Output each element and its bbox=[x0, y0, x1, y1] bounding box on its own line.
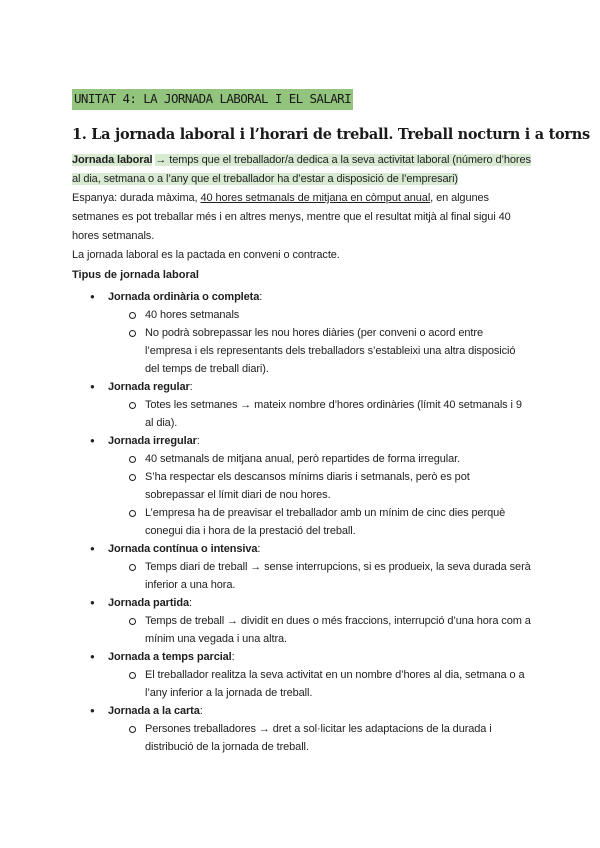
intro-block bbox=[72, 151, 532, 265]
type-details bbox=[108, 558, 532, 594]
type-name: Jornada irregular bbox=[108, 435, 197, 447]
spain-suffix: , en algunes setmanes es pot treballar més i en altres menys, mentre que el resultat mitjà al final sigui 40 hores setmanals. bbox=[72, 192, 511, 242]
types-list bbox=[72, 288, 532, 756]
type-name: Jornada partida bbox=[108, 597, 190, 609]
type-item: ● Jornada ordinària o completa: 40 hores setmanals No podrà sobrepassar les nou hores diàries (per conveni o acord entre l’empresa i els representants dels treballadors s’estableixi una altra disposició del temps de treball diari). bbox=[72, 288, 532, 378]
type-details bbox=[108, 306, 532, 378]
type-detail-item: Temps diari de treball → sense interrupcions, si es produeix, la seva durada serà inferior a una hora. bbox=[108, 558, 532, 594]
type-detail-item: L’empresa ha de preavisar el treballador amb un mínim de cinc dies perquè conegui dia i hora de la prestació del treball. bbox=[108, 504, 532, 540]
type-item: ● Jornada partida: Temps de treball → dividit en dues o més fraccions, interrupció d’una hora com a mínim una vegada i una altra. bbox=[72, 594, 532, 648]
type-details bbox=[108, 666, 532, 702]
type-details bbox=[108, 396, 532, 432]
spain-paragraph bbox=[72, 189, 532, 246]
type-detail-item: Totes les setmanes → mateix nombre d’hores ordinàries (límit 40 setmanals i 9 al dia). bbox=[108, 396, 532, 432]
definition-paragraph bbox=[72, 151, 532, 189]
type-detail-item: Persones treballadores → dret a sol·licitar les adaptacions de la durada i distribució de la jornada de treball. bbox=[108, 720, 532, 756]
type-details bbox=[108, 612, 532, 648]
type-details bbox=[108, 450, 532, 540]
definition-text: → temps que el treballador/a dedica a la seva activitat laboral (número d’hores al dia, setmana o a l’any que el treballador ha d’estar a disposició de l’empresari) bbox=[72, 154, 531, 185]
type-detail-item: No podrà sobrepassar les nou hores diàries (per conveni o acord entre l’empresa i els representants dels treballadors s’estableixi una altra disposició del temps de treball diari). bbox=[108, 324, 532, 378]
type-detail-item: 40 hores setmanals bbox=[108, 306, 532, 324]
type-item: ● Jornada irregular: 40 setmanals de mitjana anual, però repartides de forma irregular. S’ha respectar els descansos mínims diaris i setmanals, però es pot sobrepassar el límit diari de nou hores. L’empresa ha de preavisar el treballador amb un mínim de cinc dies perquè conegui dia i hora de la prestació del treball. bbox=[72, 432, 532, 540]
type-item: ● Jornada a temps parcial: El treballador realitza la seva activitat en un nombre d’hores al dia, setmana o a l’any inferior a la jornada de treball. bbox=[72, 648, 532, 702]
types-heading: Tipus de jornada laboral bbox=[72, 269, 199, 281]
type-name: Jornada contínua o intensiva bbox=[108, 543, 258, 555]
type-name: Jornada ordinària o completa bbox=[108, 291, 260, 303]
term-jornada-laboral: Jornada laboral bbox=[72, 154, 153, 166]
type-item: ● Jornada contínua o intensiva: Temps diari de treball → sense interrupcions, si es produeix, la seva durada serà inferior a una hora. bbox=[72, 540, 532, 594]
type-item: ● Jornada regular: Totes les setmanes → mateix nombre d’hores ordinàries (límit 40 setmanals i 9 al dia). bbox=[72, 378, 532, 432]
type-name: Jornada a la carta bbox=[108, 705, 200, 717]
type-details bbox=[108, 720, 532, 756]
type-detail-item: Temps de treball → dividit en dues o més fraccions, interrupció d’una hora com a mínim una vegada i una altra. bbox=[108, 612, 532, 648]
type-name: Jornada a temps parcial bbox=[108, 651, 232, 663]
type-item: ● Jornada a la carta: Persones treballadores → dret a sol·licitar les adaptacions de la durada i distribució de la jornada de treball. bbox=[72, 702, 532, 756]
unit-title: UNITAT 4: LA JORNADA LABORAL I EL SALARI bbox=[72, 89, 353, 110]
section-heading: 1. La jornada laboral i l’horari de treball. Treball nocturn i a torns bbox=[72, 126, 590, 143]
spain-underlined: 40 hores setmanals de mitjana en còmput anual bbox=[200, 192, 431, 204]
type-detail-item: 40 setmanals de mitjana anual, però repartides de forma irregular. bbox=[108, 450, 532, 468]
pacted-paragraph: La jornada laboral es la pactada en conveni o contracte. bbox=[72, 249, 340, 261]
spain-prefix: Espanya: durada màxima, bbox=[72, 192, 198, 204]
type-detail-item: El treballador realitza la seva activitat en un nombre d’hores al dia, setmana o a l’any inferior a la jornada de treball. bbox=[108, 666, 532, 702]
type-detail-item: S’ha respectar els descansos mínims diaris i setmanals, però es pot sobrepassar el límit diari de nou hores. bbox=[108, 468, 532, 504]
type-name: Jornada regular bbox=[108, 381, 190, 393]
